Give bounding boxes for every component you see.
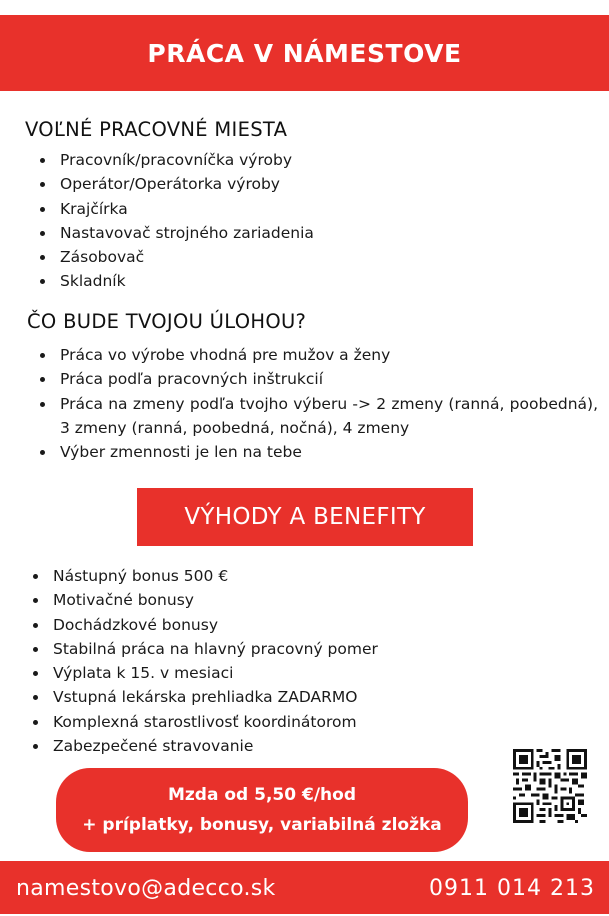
contact-phone[interactable]: 0911 014 213 — [429, 876, 595, 901]
positions-heading: VOĽNÉ PRACOVNÉ MIESTA — [25, 118, 288, 141]
list-item: Výber zmennosti je len na tebe — [32, 440, 598, 464]
header-banner — [0, 15, 609, 91]
qr-code-icon[interactable] — [513, 749, 587, 823]
contact-email[interactable]: namestovo@adecco.sk — [16, 876, 276, 901]
list-item: Pracovník/pracovníčka výroby — [32, 148, 572, 172]
wage-amount: Mzda od 5,50 €/hod — [168, 785, 356, 805]
list-item: Práca vo výrobe vhodná pre mužov a ženy — [32, 343, 598, 367]
footer-bar — [0, 861, 609, 914]
positions-list — [32, 148, 572, 294]
tasks-heading: ČO BUDE TVOJOU ÚLOHOU? — [27, 310, 307, 333]
list-item: Zásobovač — [32, 245, 572, 269]
list-item: Komplexná starostlivosť koordinátorom — [25, 710, 505, 734]
list-item: Krajčírka — [32, 197, 572, 221]
wage-extras: + príplatky, bonusy, variabilná zložka — [82, 815, 442, 835]
list-item: Nástupný bonus 500 € — [25, 564, 505, 588]
list-item: Výplata k 15. v mesiaci — [25, 661, 505, 685]
wage-banner — [56, 768, 468, 852]
list-item: Zabezpečené stravovanie — [25, 734, 505, 758]
list-item: Skladník — [32, 269, 572, 293]
list-item: Práca podľa pracovných inštrukcií — [32, 367, 598, 391]
list-item: Vstupná lekárska prehliadka ZADARMO — [25, 685, 505, 709]
tasks-list — [32, 343, 598, 464]
page-title: PRÁCA V NÁMESTOVE — [147, 38, 462, 68]
list-item: Práca na zmeny podľa tvojho výberu -> 2 zmeny (ranná, poobedná), 3 zmeny (ranná, poobedná, nočná), 4 zmeny — [32, 392, 598, 441]
benefits-list — [25, 564, 505, 758]
list-item: Nastavovač strojného zariadenia — [32, 221, 572, 245]
list-item: Stabilná práca na hlavný pracovný pomer — [25, 637, 505, 661]
benefits-heading: VÝHODY A BENEFITY — [184, 504, 426, 530]
list-item: Operátor/Operátorka výroby — [32, 172, 572, 196]
list-item: Motivačné bonusy — [25, 588, 505, 612]
benefits-banner — [137, 488, 473, 546]
list-item: Dochádzkové bonusy — [25, 613, 505, 637]
